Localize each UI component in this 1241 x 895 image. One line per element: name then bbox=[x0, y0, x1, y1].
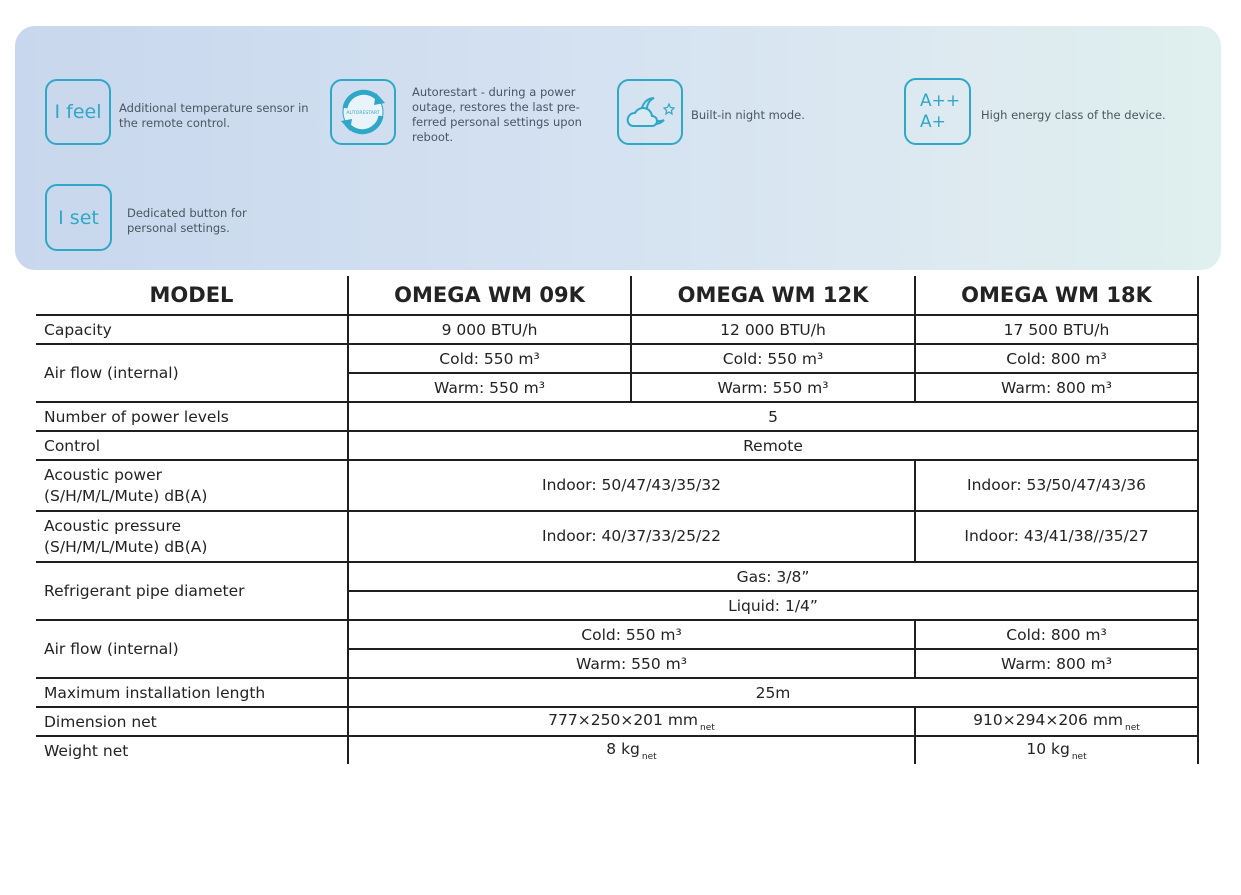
airflow-warm-18k: Warm: 800 m³ bbox=[915, 373, 1198, 402]
airflow-warm-12k: Warm: 550 m³ bbox=[631, 373, 915, 402]
weight-sub-b: net bbox=[1071, 751, 1087, 762]
dimension-sub-b: net bbox=[1125, 722, 1140, 733]
airflow2-warm-18k: Warm: 800 m³ bbox=[915, 649, 1198, 678]
dimension-18k bbox=[915, 707, 1198, 736]
acoustic-power-18k: Indoor: 53/50/47/43/36 bbox=[915, 460, 1198, 511]
header-model: MODEL bbox=[36, 276, 348, 315]
airflow2-warm-09k-12k: Warm: 550 m³ bbox=[348, 649, 915, 678]
i-feel-description: Additional temperature sensor in the remote control. bbox=[119, 101, 309, 130]
acoustic-power-label-line2: (S/H/M/L/Mute) dB(A) bbox=[44, 486, 208, 505]
airflow-warm-09k: Warm: 550 m³ bbox=[348, 373, 631, 402]
capacity-label: Capacity bbox=[36, 315, 348, 344]
dimension-value-a: 777×250×201 mm bbox=[548, 710, 699, 729]
airflow2-cold-18k: Cold: 800 m³ bbox=[915, 620, 1198, 649]
acoustic-power-label-line1: Acoustic power bbox=[44, 465, 162, 484]
acoustic-power-09k-12k: Indoor: 50/47/43/35/32 bbox=[348, 460, 915, 511]
acoustic-pressure-label-line1: Acoustic pressure bbox=[44, 516, 182, 535]
weight-value-a: 8 kg bbox=[606, 739, 640, 758]
i-feel-icon-label: I feel bbox=[54, 101, 102, 123]
pipe-diameter-label: Refrigerant pipe diameter bbox=[36, 562, 348, 620]
table-row bbox=[36, 315, 1198, 344]
weight-18k bbox=[915, 736, 1198, 764]
airflow-label: Air flow (internal) bbox=[36, 344, 348, 402]
airflow-cold-18k: Cold: 800 m³ bbox=[915, 344, 1198, 373]
table-row bbox=[36, 402, 1198, 431]
acoustic-pressure-label-line2: (S/H/M/L/Mute) dB(A) bbox=[44, 537, 208, 556]
weight-value-b: 10 kg bbox=[1026, 739, 1070, 758]
weight-09k-12k bbox=[348, 736, 915, 764]
power-levels-value: 5 bbox=[348, 402, 1198, 431]
night-mode-icon bbox=[617, 79, 683, 145]
energy-class-line2: A+ bbox=[920, 111, 946, 132]
table-row bbox=[36, 620, 1198, 649]
spec-table bbox=[36, 276, 1199, 764]
install-length-value: 25m bbox=[348, 678, 1198, 707]
capacity-09k: 9 000 BTU/h bbox=[348, 315, 631, 344]
acoustic-pressure-label bbox=[36, 511, 348, 562]
power-levels-label: Number of power levels bbox=[36, 402, 348, 431]
table-row bbox=[36, 678, 1198, 707]
acoustic-pressure-09k-12k: Indoor: 40/37/33/25/22 bbox=[348, 511, 915, 562]
pipe-gas: Gas: 3/8” bbox=[348, 562, 1198, 591]
install-length-label: Maximum installation length bbox=[36, 678, 348, 707]
airflow-cold-09k: Cold: 550 m³ bbox=[348, 344, 631, 373]
acoustic-pressure-18k: Indoor: 43/41/38//35/27 bbox=[915, 511, 1198, 562]
i-feel-icon bbox=[45, 79, 111, 145]
table-header-row bbox=[36, 276, 1198, 315]
i-set-description: Dedicated button for personal settings. bbox=[127, 206, 247, 235]
pipe-liquid: Liquid: 1/4” bbox=[348, 591, 1198, 620]
table-row bbox=[36, 707, 1198, 736]
autorestart-icon bbox=[330, 79, 396, 145]
capacity-12k: 12 000 BTU/h bbox=[631, 315, 915, 344]
airflow2-label: Air flow (internal) bbox=[36, 620, 348, 678]
dimension-09k-12k bbox=[348, 707, 915, 736]
autorestart-icon-text: AUTORESTART bbox=[346, 111, 380, 116]
autorestart-arrows-icon bbox=[335, 84, 391, 140]
table-row bbox=[36, 511, 1198, 562]
header-model-18k: OMEGA WM 18K bbox=[915, 276, 1198, 315]
capacity-18k: 17 500 BTU/h bbox=[915, 315, 1198, 344]
table-row bbox=[36, 562, 1198, 591]
control-value: Remote bbox=[348, 431, 1198, 460]
dimension-label: Dimension net bbox=[36, 707, 348, 736]
i-set-icon bbox=[45, 184, 112, 251]
table-row bbox=[36, 344, 1198, 373]
control-label: Control bbox=[36, 431, 348, 460]
energy-class-description: High energy class of the device. bbox=[981, 108, 1166, 122]
weight-sub-a: net bbox=[641, 751, 657, 762]
autorestart-description: Autorestart - during a power outage, restores the last pre-ferred personal settings upon reboot. bbox=[412, 85, 582, 144]
airflow-cold-12k: Cold: 550 m³ bbox=[631, 344, 915, 373]
header-model-09k: OMEGA WM 09K bbox=[348, 276, 631, 315]
airflow2-cold-09k-12k: Cold: 550 m³ bbox=[348, 620, 915, 649]
energy-class-line1: A++ bbox=[920, 90, 961, 111]
table-row bbox=[36, 460, 1198, 511]
table-row bbox=[36, 431, 1198, 460]
dimension-value-b: 910×294×206 mm bbox=[973, 710, 1124, 729]
i-set-icon-label: I set bbox=[58, 206, 99, 229]
dimension-sub-a: net bbox=[700, 722, 715, 733]
weight-label: Weight net bbox=[36, 736, 348, 764]
header-model-12k: OMEGA WM 12K bbox=[631, 276, 915, 315]
table-row bbox=[36, 736, 1198, 764]
night-mode-description: Built-in night mode. bbox=[691, 108, 805, 122]
acoustic-power-label bbox=[36, 460, 348, 511]
energy-class-icon bbox=[904, 78, 971, 145]
cloud-moon-icon bbox=[622, 88, 678, 136]
